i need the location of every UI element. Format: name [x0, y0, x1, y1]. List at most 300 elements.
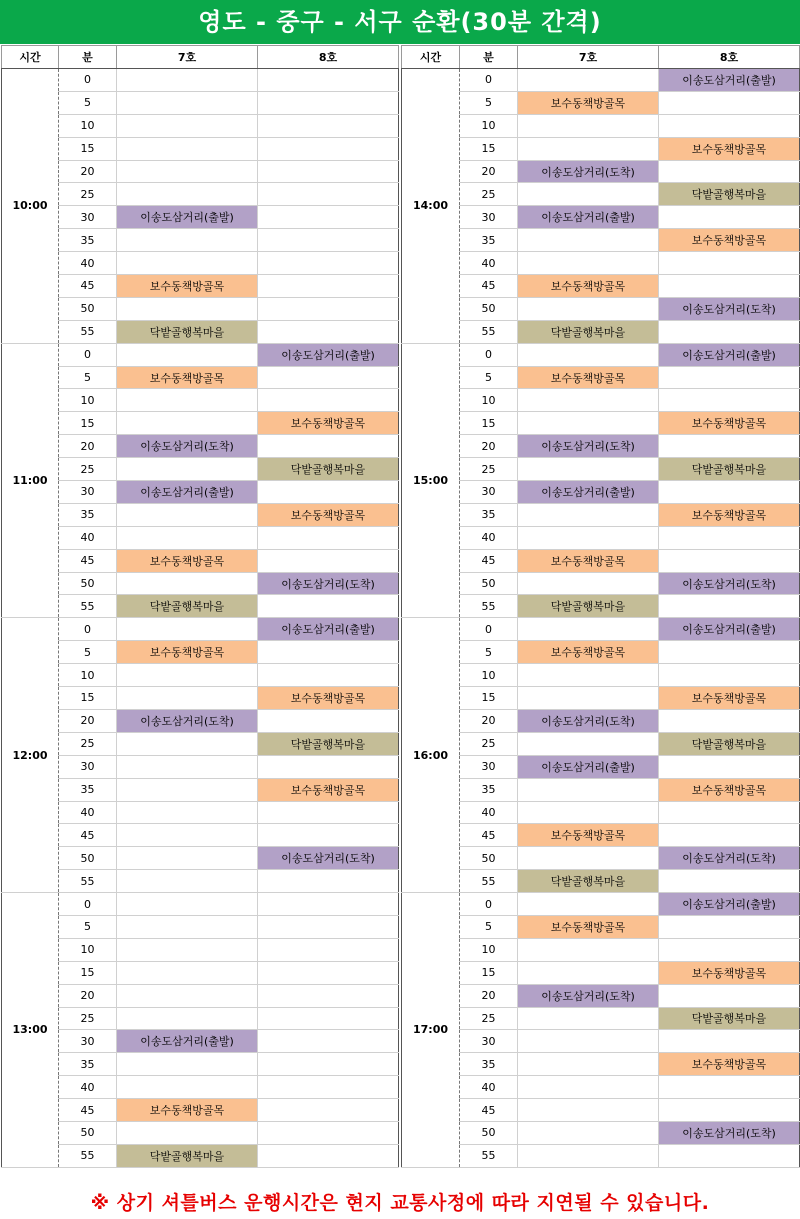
bus7-stop-cell — [518, 229, 659, 252]
bus8-stop-cell — [258, 297, 399, 320]
bus7-stop-cell — [117, 526, 258, 549]
bus8-stop-cell — [258, 252, 399, 275]
bus7-stop-cell — [117, 801, 258, 824]
bus8-stop-cell — [659, 1144, 800, 1167]
minute-cell: 0 — [460, 618, 518, 641]
table-row — [2, 824, 399, 847]
bus8-stop-cell — [258, 801, 399, 824]
minute-cell: 35 — [59, 778, 117, 801]
bus7-stop-cell: 이송도삼거리(도착) — [117, 435, 258, 458]
bus8-stop-cell — [659, 915, 800, 938]
bus8-stop-cell — [659, 252, 800, 275]
bus8-stop-cell — [659, 1030, 800, 1053]
minute-cell: 0 — [59, 618, 117, 641]
bus7-stop-cell — [518, 893, 659, 916]
bus8-stop-cell: 이송도삼거리(도착) — [258, 572, 399, 595]
bus7-stop-cell — [117, 755, 258, 778]
bus7-stop-cell — [518, 847, 659, 870]
table-row — [2, 343, 399, 366]
table-row — [402, 1053, 800, 1076]
bus7-stop-cell — [518, 297, 659, 320]
minute-cell: 35 — [460, 229, 518, 252]
bus8-stop-cell: 닥밭골행복마을 — [659, 458, 800, 481]
bus8-stop-cell: 보수동책방골목 — [258, 687, 399, 710]
bus7-stop-cell — [117, 687, 258, 710]
hour-cell: 11:00 — [2, 343, 59, 618]
table-row — [402, 320, 800, 343]
table-row — [402, 297, 800, 320]
bus7-stop-cell — [117, 137, 258, 160]
table-row — [2, 664, 399, 687]
bus8-stop-cell: 이송도삼거리(출발) — [659, 343, 800, 366]
table-row — [2, 1053, 399, 1076]
bus8-stop-cell — [258, 961, 399, 984]
minute-cell: 40 — [59, 252, 117, 275]
minute-cell: 20 — [460, 160, 518, 183]
minute-cell: 5 — [460, 915, 518, 938]
minute-cell: 20 — [59, 435, 117, 458]
bus8-stop-cell — [258, 1053, 399, 1076]
bus8-stop-cell — [659, 206, 800, 229]
table-row — [402, 1144, 800, 1167]
header-bus7: 7호 — [117, 46, 258, 69]
bus7-stop-cell — [518, 114, 659, 137]
bus7-stop-cell — [117, 297, 258, 320]
bus8-stop-cell — [258, 709, 399, 732]
minute-cell: 25 — [59, 183, 117, 206]
table-row — [402, 229, 800, 252]
minute-cell: 40 — [460, 526, 518, 549]
minute-cell: 0 — [460, 893, 518, 916]
table-row — [2, 961, 399, 984]
hour-cell: 16:00 — [402, 618, 460, 893]
table-row — [402, 1007, 800, 1030]
minute-cell: 55 — [59, 1144, 117, 1167]
table-row — [402, 91, 800, 114]
table-row — [402, 160, 800, 183]
bus7-stop-cell — [518, 252, 659, 275]
table-row — [2, 481, 399, 504]
bus7-stop-cell: 닥밭골행복마을 — [117, 320, 258, 343]
table-row — [2, 275, 399, 298]
table-row — [402, 1121, 800, 1144]
minute-cell: 55 — [460, 1144, 518, 1167]
bus8-stop-cell — [659, 481, 800, 504]
table-row — [402, 824, 800, 847]
bus7-stop-cell — [518, 732, 659, 755]
bus8-stop-cell: 보수동책방골목 — [659, 961, 800, 984]
minute-cell: 30 — [460, 755, 518, 778]
bus7-stop-cell: 보수동책방골목 — [518, 915, 659, 938]
table-row — [402, 481, 800, 504]
minute-cell: 15 — [59, 137, 117, 160]
table-row — [2, 687, 399, 710]
minute-cell: 35 — [59, 503, 117, 526]
minute-cell: 25 — [59, 732, 117, 755]
bus7-stop-cell: 보수동책방골목 — [518, 275, 659, 298]
bus7-stop-cell: 닥밭골행복마을 — [117, 595, 258, 618]
bus7-stop-cell — [117, 1053, 258, 1076]
table-row — [402, 732, 800, 755]
bus7-stop-cell: 보수동책방골목 — [518, 824, 659, 847]
page-title: 영도 - 중구 - 서구 순환(30분 간격) — [0, 0, 800, 44]
bus7-stop-cell: 이송도삼거리(출발) — [117, 206, 258, 229]
bus8-stop-cell: 이송도삼거리(출발) — [659, 69, 800, 92]
bus8-stop-cell: 이송도삼거리(출발) — [659, 618, 800, 641]
delay-notice: ※ 상기 셔틀버스 운행시간은 현지 교통사정에 따라 지연될 수 있습니다. — [90, 1192, 710, 1214]
bus7-stop-cell — [518, 343, 659, 366]
bus8-stop-cell — [258, 915, 399, 938]
minute-cell: 40 — [460, 252, 518, 275]
minute-cell: 5 — [460, 91, 518, 114]
table-row — [402, 137, 800, 160]
bus7-stop-cell — [518, 938, 659, 961]
table-row — [402, 458, 800, 481]
minute-cell: 55 — [460, 870, 518, 893]
table-row — [402, 206, 800, 229]
bus8-stop-cell — [258, 160, 399, 183]
minute-cell: 10 — [460, 114, 518, 137]
table-row — [2, 938, 399, 961]
bus7-stop-cell — [518, 664, 659, 687]
minute-cell: 50 — [59, 847, 117, 870]
hour-cell: 14:00 — [402, 69, 460, 344]
minute-cell: 50 — [460, 1121, 518, 1144]
bus7-stop-cell — [518, 572, 659, 595]
table-row — [2, 870, 399, 893]
table-row — [2, 320, 399, 343]
table-row — [2, 984, 399, 1007]
bus7-stop-cell — [117, 732, 258, 755]
minute-cell: 0 — [59, 343, 117, 366]
hour-cell: 17:00 — [402, 893, 460, 1168]
table-row — [2, 137, 399, 160]
schedule-table-right — [401, 45, 800, 1168]
table-row — [402, 252, 800, 275]
bus8-stop-cell — [659, 709, 800, 732]
minute-cell: 40 — [460, 801, 518, 824]
bus8-stop-cell — [258, 69, 399, 92]
bus8-stop-cell — [258, 664, 399, 687]
table-row — [402, 114, 800, 137]
table-row — [402, 595, 800, 618]
minute-cell: 10 — [59, 664, 117, 687]
minute-cell: 35 — [460, 778, 518, 801]
bus8-stop-cell — [258, 755, 399, 778]
header-row — [402, 46, 800, 69]
table-row — [402, 1099, 800, 1122]
bus7-stop-cell — [117, 893, 258, 916]
bus7-stop-cell — [518, 778, 659, 801]
bus8-stop-cell — [258, 641, 399, 664]
table-row — [402, 618, 800, 641]
minute-cell: 25 — [460, 183, 518, 206]
bus8-stop-cell — [258, 824, 399, 847]
minute-cell: 15 — [460, 687, 518, 710]
bus7-stop-cell — [518, 1076, 659, 1099]
bus7-stop-cell — [117, 412, 258, 435]
bus7-stop-cell — [518, 1030, 659, 1053]
minute-cell: 30 — [460, 481, 518, 504]
bus7-stop-cell: 보수동책방골목 — [518, 549, 659, 572]
bus8-stop-cell — [659, 870, 800, 893]
bus8-stop-cell: 이송도삼거리(도착) — [659, 1121, 800, 1144]
bus7-stop-cell — [117, 1121, 258, 1144]
minute-cell: 50 — [460, 297, 518, 320]
bus8-stop-cell — [258, 366, 399, 389]
table-row — [2, 526, 399, 549]
table-row — [2, 595, 399, 618]
minute-cell: 30 — [460, 206, 518, 229]
minute-cell: 50 — [460, 847, 518, 870]
bus7-stop-cell: 보수동책방골목 — [117, 549, 258, 572]
bus8-stop-cell: 보수동책방골목 — [659, 778, 800, 801]
minute-cell: 20 — [59, 160, 117, 183]
bus7-stop-cell: 이송도삼거리(도착) — [518, 709, 659, 732]
table-row — [402, 938, 800, 961]
bus8-stop-cell — [258, 229, 399, 252]
table-row — [2, 412, 399, 435]
bus7-stop-cell: 이송도삼거리(도착) — [518, 160, 659, 183]
bus7-stop-cell — [518, 137, 659, 160]
minute-cell: 35 — [460, 503, 518, 526]
minute-cell: 40 — [59, 526, 117, 549]
minute-cell: 25 — [59, 458, 117, 481]
bus7-stop-cell — [117, 824, 258, 847]
bus8-stop-cell: 닥밭골행복마을 — [258, 732, 399, 755]
table-row — [402, 69, 800, 92]
header-time: 시간 — [402, 46, 460, 69]
minute-cell: 25 — [460, 458, 518, 481]
bus8-stop-cell — [258, 275, 399, 298]
bus7-stop-cell — [518, 687, 659, 710]
minute-cell: 45 — [460, 549, 518, 572]
bus7-stop-cell — [117, 389, 258, 412]
bus7-stop-cell — [117, 870, 258, 893]
table-row — [2, 183, 399, 206]
bus8-stop-cell — [258, 1121, 399, 1144]
header-time: 시간 — [2, 46, 59, 69]
minute-cell: 55 — [59, 870, 117, 893]
minute-cell: 30 — [59, 206, 117, 229]
bus8-stop-cell — [258, 549, 399, 572]
bus8-stop-cell: 이송도삼거리(출발) — [258, 618, 399, 641]
bus8-stop-cell — [659, 755, 800, 778]
bus7-stop-cell — [117, 778, 258, 801]
bus7-stop-cell — [518, 183, 659, 206]
table-row — [2, 847, 399, 870]
table-row — [2, 435, 399, 458]
bus7-stop-cell — [117, 572, 258, 595]
table-row — [2, 114, 399, 137]
minute-cell: 30 — [59, 1030, 117, 1053]
bus8-stop-cell: 보수동책방골목 — [659, 503, 800, 526]
table-row — [2, 709, 399, 732]
schedule-table-left — [1, 45, 399, 1168]
minute-cell: 10 — [460, 664, 518, 687]
bus8-stop-cell — [258, 526, 399, 549]
hour-cell: 12:00 — [2, 618, 59, 893]
minute-cell: 5 — [59, 366, 117, 389]
bus8-stop-cell: 보수동책방골목 — [258, 503, 399, 526]
table-row — [2, 1121, 399, 1144]
bus8-stop-cell — [659, 938, 800, 961]
bus8-stop-cell: 이송도삼거리(도착) — [659, 847, 800, 870]
table-row — [402, 870, 800, 893]
minute-cell: 45 — [59, 824, 117, 847]
bus7-stop-cell — [117, 91, 258, 114]
bus8-stop-cell: 이송도삼거리(출발) — [258, 343, 399, 366]
bus7-stop-cell: 닥밭골행복마을 — [518, 320, 659, 343]
header-minute: 분 — [59, 46, 117, 69]
minute-cell: 55 — [460, 320, 518, 343]
table-row — [402, 366, 800, 389]
bus8-stop-cell — [258, 938, 399, 961]
bus7-stop-cell — [117, 618, 258, 641]
minute-cell: 0 — [460, 343, 518, 366]
bus7-stop-cell — [518, 618, 659, 641]
header-minute: 분 — [460, 46, 518, 69]
table-row — [402, 984, 800, 1007]
minute-cell: 45 — [59, 275, 117, 298]
bus7-stop-cell — [518, 961, 659, 984]
bus8-stop-cell: 닥밭골행복마을 — [659, 732, 800, 755]
table-row — [2, 641, 399, 664]
bus7-stop-cell: 보수동책방골목 — [117, 1099, 258, 1122]
table-row — [402, 687, 800, 710]
bus8-stop-cell — [659, 549, 800, 572]
bus7-stop-cell — [518, 458, 659, 481]
bus7-stop-cell — [518, 1144, 659, 1167]
table-row — [402, 961, 800, 984]
table-row — [2, 69, 399, 92]
bus8-stop-cell — [659, 91, 800, 114]
minute-cell: 5 — [59, 91, 117, 114]
table-row — [402, 389, 800, 412]
table-row — [2, 801, 399, 824]
table-row — [402, 503, 800, 526]
bus7-stop-cell — [518, 526, 659, 549]
table-row — [402, 1030, 800, 1053]
minute-cell: 10 — [59, 114, 117, 137]
bus8-stop-cell: 보수동책방골목 — [659, 229, 800, 252]
bus8-stop-cell: 보수동책방골목 — [258, 778, 399, 801]
minute-cell: 35 — [59, 1053, 117, 1076]
table-row — [2, 252, 399, 275]
bus8-stop-cell — [659, 366, 800, 389]
table-row — [2, 618, 399, 641]
bus8-stop-cell: 닥밭골행복마을 — [659, 1007, 800, 1030]
minute-cell: 10 — [59, 938, 117, 961]
table-row — [402, 915, 800, 938]
bus8-stop-cell — [659, 275, 800, 298]
minute-cell: 50 — [59, 297, 117, 320]
bus7-stop-cell: 닥밭골행복마을 — [518, 870, 659, 893]
bus7-stop-cell: 보수동책방골목 — [518, 366, 659, 389]
table-row — [402, 755, 800, 778]
bus7-stop-cell — [518, 69, 659, 92]
minute-cell: 35 — [460, 1053, 518, 1076]
table-row — [402, 549, 800, 572]
table-row — [2, 389, 399, 412]
minute-cell: 5 — [460, 641, 518, 664]
header-bus8: 8호 — [659, 46, 800, 69]
bus8-stop-cell — [659, 435, 800, 458]
bus8-stop-cell — [659, 1076, 800, 1099]
minute-cell: 45 — [460, 824, 518, 847]
bus8-stop-cell — [659, 526, 800, 549]
bus8-stop-cell — [258, 1007, 399, 1030]
minute-cell: 25 — [460, 732, 518, 755]
bus7-stop-cell — [117, 343, 258, 366]
bus7-stop-cell — [117, 229, 258, 252]
minute-cell: 15 — [460, 137, 518, 160]
minute-cell: 10 — [59, 389, 117, 412]
minute-cell: 20 — [460, 709, 518, 732]
bus7-stop-cell: 이송도삼거리(출발) — [117, 481, 258, 504]
table-row — [402, 801, 800, 824]
table-row — [2, 458, 399, 481]
table-row — [402, 526, 800, 549]
minute-cell: 20 — [59, 984, 117, 1007]
bus7-stop-cell: 보수동책방골목 — [117, 275, 258, 298]
table-row — [2, 1144, 399, 1167]
minute-cell: 0 — [59, 893, 117, 916]
bus8-stop-cell — [659, 1099, 800, 1122]
bus7-stop-cell — [518, 1007, 659, 1030]
minute-cell: 5 — [59, 915, 117, 938]
minute-cell: 50 — [59, 572, 117, 595]
table-row — [2, 503, 399, 526]
bus7-stop-cell: 보수동책방골목 — [117, 641, 258, 664]
table-row — [402, 641, 800, 664]
hour-cell: 15:00 — [402, 343, 460, 618]
table-row — [402, 709, 800, 732]
bus7-stop-cell — [117, 69, 258, 92]
minute-cell: 5 — [59, 641, 117, 664]
bus8-stop-cell — [258, 870, 399, 893]
table-row — [2, 755, 399, 778]
minute-cell: 55 — [59, 320, 117, 343]
bus8-stop-cell — [659, 824, 800, 847]
bus7-stop-cell: 닥밭골행복마을 — [117, 1144, 258, 1167]
bus8-stop-cell: 닥밭골행복마을 — [258, 458, 399, 481]
bus7-stop-cell — [117, 961, 258, 984]
minute-cell: 5 — [460, 366, 518, 389]
bus7-stop-cell — [518, 1121, 659, 1144]
bus7-stop-cell: 보수동책방골목 — [518, 91, 659, 114]
minute-cell: 45 — [460, 1099, 518, 1122]
minute-cell: 20 — [59, 709, 117, 732]
bus8-stop-cell — [258, 1144, 399, 1167]
bus7-stop-cell — [117, 252, 258, 275]
table-row — [2, 1076, 399, 1099]
minute-cell: 25 — [59, 1007, 117, 1030]
table-row — [2, 91, 399, 114]
table-row — [402, 778, 800, 801]
bus8-stop-cell: 닥밭골행복마을 — [659, 183, 800, 206]
hour-cell: 10:00 — [2, 69, 59, 344]
bus8-stop-cell — [258, 1099, 399, 1122]
header-bus8: 8호 — [258, 46, 399, 69]
bus7-stop-cell — [117, 938, 258, 961]
bus7-stop-cell — [117, 984, 258, 1007]
minute-cell: 45 — [59, 1099, 117, 1122]
bus7-stop-cell — [117, 183, 258, 206]
minute-cell: 20 — [460, 435, 518, 458]
bus8-stop-cell — [258, 1030, 399, 1053]
bus7-stop-cell: 이송도삼거리(도착) — [518, 984, 659, 1007]
